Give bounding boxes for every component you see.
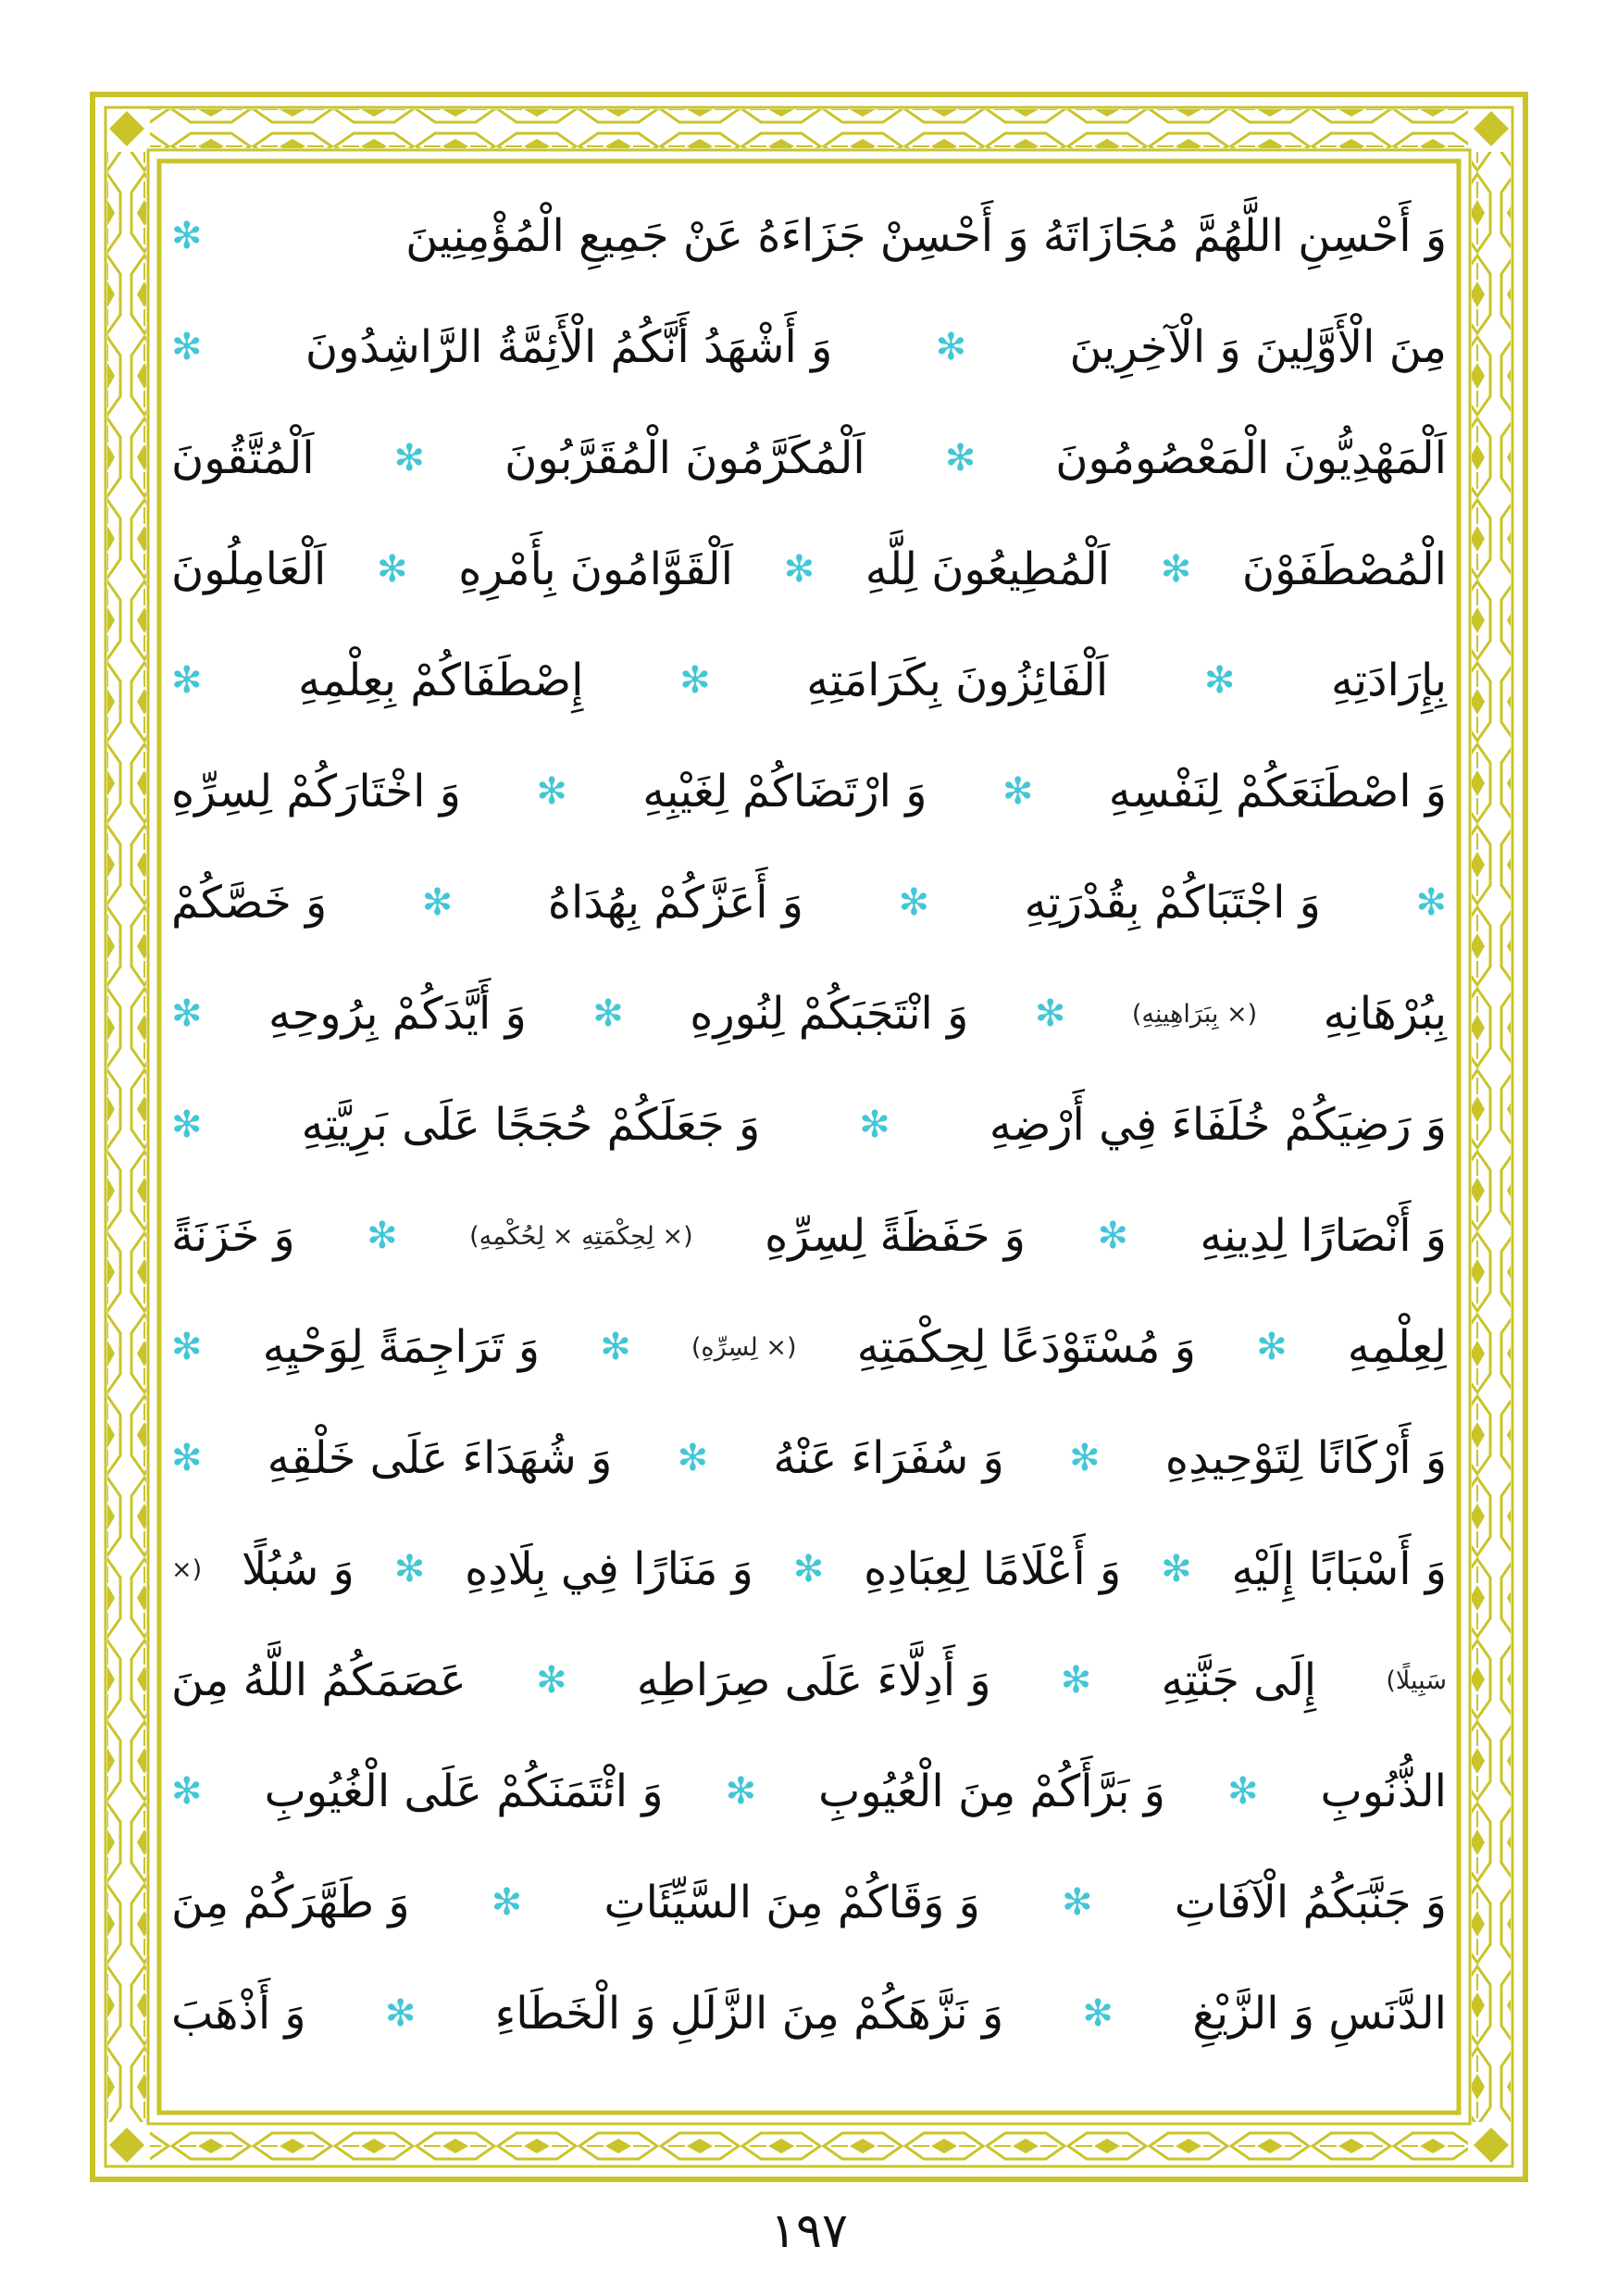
text-line (171, 958, 1447, 1069)
separator-star-icon: ✻ (1203, 659, 1236, 702)
text-segment: وَ بَرَّأَكُمْ مِنَ الْعُيُوبِ (818, 1766, 1165, 1817)
separator-star-icon: ✻ (536, 1659, 567, 1702)
text-segment: وَ جَعَلَكُمْ حُجَجًا عَلَى بَرِيَّتِهِ (301, 1099, 761, 1151)
separator-star-icon: ✻ (1256, 1326, 1288, 1368)
separator-star-icon: ✻ (1069, 1437, 1101, 1479)
separator-star-icon: ✻ (171, 1437, 203, 1479)
separator-star-icon: ✻ (1097, 1215, 1128, 1257)
text-segment: وَ ارْتَضَاكُمْ لِغَيْبِهِ (642, 766, 927, 817)
text-segment: وَ أَسْبَابًا إِلَيْهِ (1231, 1543, 1447, 1595)
text-segment: الْمُصْطَفَوْنَ (1241, 543, 1447, 595)
text-line (171, 1625, 1447, 1736)
text-segment: وَ ائْتَمَنَكُمْ عَلَى الْغُيُوبِ (264, 1766, 664, 1817)
separator-star-icon: ✻ (1226, 1770, 1259, 1813)
separator-star-icon: ✻ (171, 1104, 203, 1146)
text-segment: مِنَ الْأَوَّلِينَ وَ الْآخِرِينَ (1069, 321, 1447, 373)
separator-star-icon: ✻ (677, 1437, 709, 1479)
text-segment: اَلْعَامِلُونَ (171, 543, 327, 595)
variant-note: (× لِحِكْمَتِهِ × لِحُكْمِهِ) (469, 1221, 693, 1251)
separator-star-icon: ✻ (1415, 881, 1447, 924)
text-segment: اَلْقَوَّامُونَ بِأَمْرِهِ (458, 543, 733, 595)
page-number: ١٩٧ (770, 2203, 848, 2259)
text-segment: وَ أَحْسِنِ اللَّهُمَّ مُجَازَاتَهُ وَ أَحْسِنْ جَزَاءَهُ عَنْ جَمِيعِ الْمُؤْمِنِينَ (405, 210, 1447, 262)
text-segment: اَلْمُتَّقُونَ (171, 432, 315, 484)
text-segment: الدَّنَسِ وَ الزَّيْغِ (1192, 1988, 1447, 2040)
text-segment: وَ سُفَرَاءَ عَنْهُ (773, 1432, 1004, 1484)
variant-note: سَبِيلًا) (1386, 1666, 1447, 1695)
text-segment: وَ وَقَاكُمْ مِنَ السَّيِّئَاتِ (604, 1877, 980, 1928)
text-segment: بِإِرَادَتِهِ (1331, 655, 1447, 706)
separator-star-icon: ✻ (1082, 1992, 1114, 2035)
separator-star-icon: ✻ (1161, 1548, 1192, 1591)
text-segment: وَ طَهَّرَكُمْ مِنَ (171, 1877, 410, 1928)
separator-star-icon: ✻ (491, 1881, 523, 1924)
text-segment: وَ تَرَاجِمَةً لِوَحْيِهِ (262, 1321, 541, 1373)
text-segment: وَ اصْطَنَعَكُمْ لِنَفْسِهِ (1108, 766, 1447, 817)
prayer-text (171, 181, 1447, 2097)
text-segment: وَ حَفَظَةً لِسِرِّهِ (765, 1210, 1026, 1262)
text-segment: وَ مَنَارًا فِي بِلَادِهِ (465, 1543, 753, 1595)
variant-note: (× بِبَرَاهِينِهِ) (1131, 999, 1258, 1029)
text-line (171, 736, 1447, 847)
text-segment: وَ أَشْهَدُ أَنَّكُمُ الْأَئِمَّةُ الرَّاشِدُونَ (305, 321, 833, 373)
separator-star-icon: ✻ (792, 1548, 825, 1591)
text-segment: وَ خَزَنَةً (171, 1210, 295, 1262)
text-segment: اَلْمَهْدِيُّونَ الْمَعْصُومُونَ (1055, 432, 1447, 484)
text-segment: وَ رَضِيَكُمْ خُلَفَاءَ فِي أَرْضِهِ (989, 1099, 1447, 1151)
separator-star-icon: ✻ (1062, 1881, 1093, 1924)
separator-star-icon: ✻ (898, 881, 930, 924)
text-line (171, 625, 1447, 736)
text-segment: وَ أَيَّدَكُمْ بِرُوحِهِ (268, 988, 527, 1040)
separator-star-icon: ✻ (536, 770, 567, 813)
separator-star-icon: ✻ (393, 1548, 426, 1591)
text-segment: الذُّنُوبِ (1320, 1766, 1447, 1817)
text-segment: إِصْطَفَاكُمْ بِعِلْمِهِ (298, 655, 584, 706)
text-segment: اَلْمُطِيعُونَ لِلَّهِ (865, 543, 1111, 595)
separator-star-icon: ✻ (859, 1104, 890, 1146)
separator-star-icon: ✻ (725, 1770, 757, 1813)
separator-star-icon: ✻ (171, 659, 203, 702)
text-segment: بِبُرْهَانِهِ (1323, 988, 1447, 1040)
separator-star-icon: ✻ (1060, 1659, 1092, 1702)
text-line (171, 181, 1447, 292)
separator-star-icon: ✻ (1034, 992, 1066, 1035)
text-segment: وَ مُسْتَوْدَعًا لِحِكْمَتِهِ (856, 1321, 1196, 1373)
separator-star-icon: ✻ (592, 992, 624, 1035)
text-segment: وَ خَصَّكُمْ (171, 877, 328, 929)
separator-star-icon: ✻ (679, 659, 711, 702)
text-line (171, 1958, 1447, 2069)
text-segment: اَلْفَائِزُونَ بِكَرَامَتِهِ (806, 655, 1109, 706)
separator-star-icon: ✻ (935, 326, 967, 368)
separator-star-icon: ✻ (783, 548, 815, 591)
separator-star-icon: ✻ (377, 548, 408, 591)
variant-note: (× لِسِرِّهِ) (691, 1332, 797, 1362)
text-segment: وَ اجْتَبَاكُمْ بِقُدْرَتِهِ (1024, 877, 1321, 929)
separator-star-icon: ✻ (171, 215, 203, 257)
text-line (171, 1847, 1447, 1958)
separator-star-icon: ✻ (367, 1215, 398, 1257)
separator-star-icon: ✻ (421, 881, 454, 924)
separator-star-icon: ✻ (1002, 770, 1034, 813)
text-line (171, 1069, 1447, 1180)
text-line (171, 1736, 1447, 1847)
text-line (171, 847, 1447, 958)
text-segment: وَ اخْتَارَكُمْ لِسِرِّهِ (171, 766, 461, 817)
text-segment: وَ جَنَّبَكُمُ الْآفَاتِ (1174, 1877, 1447, 1928)
text-line (171, 1180, 1447, 1292)
text-segment: وَ أَرْكَانًا لِتَوْحِيدِهِ (1164, 1432, 1447, 1484)
text-segment: عَصَمَكُمُ اللَّهُ مِنَ (171, 1654, 467, 1706)
separator-star-icon: ✻ (393, 437, 426, 480)
text-segment: وَ نَزَّهَكُمْ مِنَ الزَّلَلِ وَ الْخَطَاءِ (494, 1988, 1004, 2040)
separator-star-icon: ✻ (1160, 548, 1192, 591)
separator-star-icon: ✻ (171, 326, 203, 368)
text-line (171, 292, 1447, 403)
separator-star-icon: ✻ (171, 992, 203, 1035)
separator-star-icon: ✻ (384, 1992, 417, 2035)
text-line (171, 514, 1447, 625)
text-segment: وَ سُبُلًا (242, 1543, 355, 1595)
variant-note: (× (171, 1554, 203, 1584)
text-segment: وَ أَذْهَبَ (171, 1988, 306, 2040)
separator-star-icon: ✻ (171, 1326, 203, 1368)
text-segment: وَ أَعْلَامًا لِعِبَادِهِ (864, 1543, 1122, 1595)
text-segment: وَ أَعَزَّكُمْ بِهُدَاهُ (547, 877, 803, 929)
separator-star-icon: ✻ (944, 437, 977, 480)
text-segment: اَلْمُكَرَّمُونَ الْمُقَرَّبُونَ (504, 432, 865, 484)
text-line (171, 1292, 1447, 1403)
text-segment: وَ أَنْصَارًا لِدِينِهِ (1200, 1210, 1447, 1262)
text-line (171, 403, 1447, 514)
text-segment: وَ أَدِلَّاءَ عَلَى صِرَاطِهِ (636, 1654, 991, 1706)
text-segment: وَ انْتَجَبَكُمْ لِنُورِهِ (690, 988, 969, 1040)
separator-star-icon: ✻ (600, 1326, 631, 1368)
text-line (171, 1514, 1447, 1625)
text-segment: لِعِلْمِهِ (1347, 1321, 1447, 1373)
separator-star-icon: ✻ (171, 1770, 203, 1813)
text-segment: إِلَى جَنَّتِهِ (1161, 1654, 1317, 1706)
text-line (171, 1403, 1447, 1514)
text-segment: وَ شُهَدَاءَ عَلَى خَلْقِهِ (267, 1432, 613, 1484)
